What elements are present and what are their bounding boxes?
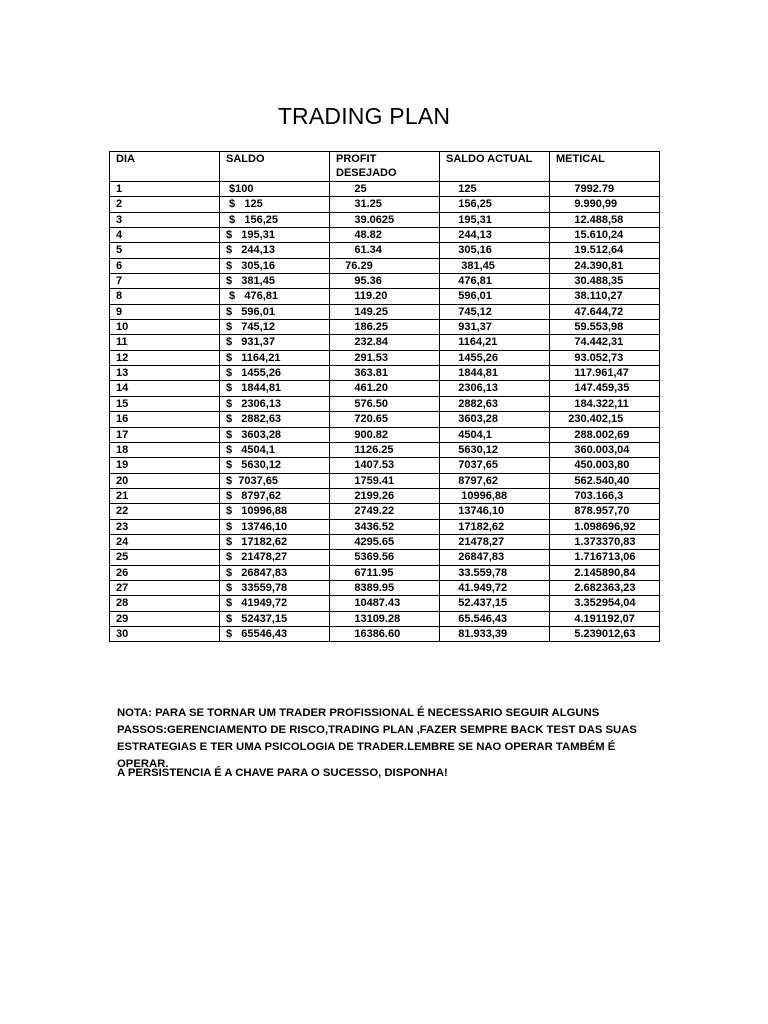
cell-saldo: $ 156,25 <box>220 212 330 227</box>
cell-metical: 1.716713,06 <box>550 550 660 565</box>
table-row <box>110 550 660 565</box>
cell-saldo: $ 8797,62 <box>220 488 330 503</box>
cell-saldo-actual: 1844,81 <box>440 366 550 381</box>
table-row <box>110 289 660 304</box>
cell-dia: 13 <box>110 366 220 381</box>
cell-profit-desejado: 13109.28 <box>330 611 440 626</box>
cell-saldo-actual: 305,16 <box>440 243 550 258</box>
cell-dia: 30 <box>110 626 220 641</box>
table-row <box>110 396 660 411</box>
cell-saldo: $ 33559,78 <box>220 580 330 595</box>
cell-saldo: $ 41949,72 <box>220 596 330 611</box>
cell-saldo: $100 <box>220 182 330 197</box>
cell-profit-desejado: 8389.95 <box>330 580 440 595</box>
cell-saldo-actual: 3603,28 <box>440 412 550 427</box>
table-row <box>110 488 660 503</box>
cell-profit-desejado: 720.65 <box>330 412 440 427</box>
cell-saldo-actual: 26847,83 <box>440 550 550 565</box>
header-saldo: SALDO <box>220 152 330 182</box>
cell-metical: 703.166,3 <box>550 488 660 503</box>
cell-dia: 27 <box>110 580 220 595</box>
cell-metical: 93.052,73 <box>550 350 660 365</box>
cell-profit-desejado: 6711.95 <box>330 565 440 580</box>
cell-saldo-actual: 125 <box>440 182 550 197</box>
table-row <box>110 580 660 595</box>
cell-metical: 74.442,31 <box>550 335 660 350</box>
cell-saldo: $ 52437,15 <box>220 611 330 626</box>
cell-saldo: $ 381,45 <box>220 274 330 289</box>
cell-saldo-actual: 13746,10 <box>440 504 550 519</box>
cell-saldo-actual: 1164,21 <box>440 335 550 350</box>
cell-saldo-actual: 745,12 <box>440 304 550 319</box>
cell-saldo: $ 476,81 <box>220 289 330 304</box>
table-body <box>110 182 660 642</box>
cell-metical: 7992.79 <box>550 182 660 197</box>
cell-saldo-actual: 2306,13 <box>440 381 550 396</box>
table-row <box>110 565 660 580</box>
cell-dia: 11 <box>110 335 220 350</box>
cell-dia: 2 <box>110 197 220 212</box>
table-row <box>110 381 660 396</box>
table-row <box>110 534 660 549</box>
cell-saldo: $ 5630,12 <box>220 458 330 473</box>
trading-plan-table <box>109 151 660 642</box>
cell-saldo-actual: 931,37 <box>440 320 550 335</box>
cell-metical: 2.682363,23 <box>550 580 660 595</box>
cell-dia: 26 <box>110 565 220 580</box>
cell-metical: 1.098696,92 <box>550 519 660 534</box>
cell-profit-desejado: 2199.26 <box>330 488 440 503</box>
cell-dia: 17 <box>110 427 220 442</box>
cell-saldo: $ 1164,21 <box>220 350 330 365</box>
cell-metical: 5.239012,63 <box>550 626 660 641</box>
cell-saldo: $ 745,12 <box>220 320 330 335</box>
table-row <box>110 427 660 442</box>
motto-text: A PERSISTENCIA É A CHAVE PARA O SUCESSO, DISPONHA! <box>117 767 448 779</box>
cell-saldo-actual: 156,25 <box>440 197 550 212</box>
cell-metical: 230.402,15 <box>550 412 660 427</box>
cell-dia: 12 <box>110 350 220 365</box>
table-row <box>110 504 660 519</box>
cell-saldo-actual: 65.546,43 <box>440 611 550 626</box>
table-row <box>110 228 660 243</box>
table-row <box>110 320 660 335</box>
cell-profit-desejado: 576.50 <box>330 396 440 411</box>
cell-dia: 16 <box>110 412 220 427</box>
cell-saldo: $ 3603,28 <box>220 427 330 442</box>
cell-dia: 10 <box>110 320 220 335</box>
cell-profit-desejado: 232.84 <box>330 335 440 350</box>
note-text: NOTA: PARA SE TORNAR UM TRADER PROFISSIONAL É NECESSARIO SEGUIR ALGUNS PASSOS:GERENCIAMENTO DE RISCO,TRADING PLAN ,FAZER SEMPRE BACK TEST DAS SUAS ESTRATEGIAS E TER UMA PSICOLOGIA DE TRADER.LEMBRE SE NAO OPERAR TAMBÉM É OPERAR. <box>117 707 637 770</box>
cell-profit-desejado: 2749.22 <box>330 504 440 519</box>
cell-metical: 12.488,58 <box>550 212 660 227</box>
cell-saldo-actual: 10996,88 <box>440 488 550 503</box>
cell-profit-desejado: 1126.25 <box>330 442 440 457</box>
cell-saldo: $ 596,01 <box>220 304 330 319</box>
cell-metical: 3.352954,04 <box>550 596 660 611</box>
cell-dia: 23 <box>110 519 220 534</box>
table-row <box>110 366 660 381</box>
table-row <box>110 596 660 611</box>
table-row <box>110 473 660 488</box>
table-row <box>110 611 660 626</box>
header-profit-desejado: PROFIT DESEJADO <box>330 152 440 182</box>
cell-saldo-actual: 41.949,72 <box>440 580 550 595</box>
cell-saldo: $ 931,37 <box>220 335 330 350</box>
cell-profit-desejado: 291.53 <box>330 350 440 365</box>
cell-profit-desejado: 186.25 <box>330 320 440 335</box>
cell-profit-desejado: 16386.60 <box>330 626 440 641</box>
cell-dia: 19 <box>110 458 220 473</box>
table-row <box>110 182 660 197</box>
cell-saldo: $ 13746,10 <box>220 519 330 534</box>
cell-profit-desejado: 76.29 <box>330 258 440 273</box>
cell-saldo: $ 244,13 <box>220 243 330 258</box>
cell-profit-desejado: 95.36 <box>330 274 440 289</box>
cell-metical: 9.990,99 <box>550 197 660 212</box>
cell-profit-desejado: 5369.56 <box>330 550 440 565</box>
table-row <box>110 212 660 227</box>
cell-dia: 21 <box>110 488 220 503</box>
table-row <box>110 274 660 289</box>
cell-profit-desejado: 4295.65 <box>330 534 440 549</box>
cell-profit-desejado: 900.82 <box>330 427 440 442</box>
cell-profit-desejado: 149.25 <box>330 304 440 319</box>
table-row <box>110 335 660 350</box>
table-row <box>110 197 660 212</box>
cell-metical: 47.644,72 <box>550 304 660 319</box>
cell-metical: 288.002,69 <box>550 427 660 442</box>
cell-saldo: $ 305,16 <box>220 258 330 273</box>
cell-profit-desejado: 461.20 <box>330 381 440 396</box>
cell-saldo-actual: 1455,26 <box>440 350 550 365</box>
cell-metical: 4.191192,07 <box>550 611 660 626</box>
cell-saldo-actual: 81.933,39 <box>440 626 550 641</box>
cell-dia: 3 <box>110 212 220 227</box>
cell-saldo-actual: 4504,1 <box>440 427 550 442</box>
table-row <box>110 350 660 365</box>
cell-profit-desejado: 1407.53 <box>330 458 440 473</box>
cell-dia: 14 <box>110 381 220 396</box>
cell-saldo: $ 26847,83 <box>220 565 330 580</box>
cell-saldo-actual: 596,01 <box>440 289 550 304</box>
cell-dia: 22 <box>110 504 220 519</box>
table-row <box>110 626 660 641</box>
header-dia: DIA <box>110 152 220 182</box>
cell-dia: 29 <box>110 611 220 626</box>
table-row <box>110 442 660 457</box>
table-row <box>110 458 660 473</box>
cell-metical: 117.961,47 <box>550 366 660 381</box>
cell-profit-desejado: 61.34 <box>330 243 440 258</box>
cell-saldo: $ 10996,88 <box>220 504 330 519</box>
cell-saldo: $ 1844,81 <box>220 381 330 396</box>
table-row <box>110 519 660 534</box>
cell-saldo-actual: 8797,62 <box>440 473 550 488</box>
cell-saldo-actual: 52.437,15 <box>440 596 550 611</box>
cell-metical: 38.110,27 <box>550 289 660 304</box>
cell-saldo-actual: 21478,27 <box>440 534 550 549</box>
cell-saldo-actual: 244,13 <box>440 228 550 243</box>
cell-saldo: $ 125 <box>220 197 330 212</box>
cell-saldo: $ 65546,43 <box>220 626 330 641</box>
cell-profit-desejado: 48.82 <box>330 228 440 243</box>
cell-saldo: $ 2306,13 <box>220 396 330 411</box>
table-row <box>110 258 660 273</box>
cell-dia: 1 <box>110 182 220 197</box>
table-row <box>110 243 660 258</box>
header-metical: METICAL <box>550 152 660 182</box>
cell-saldo-actual: 5630,12 <box>440 442 550 457</box>
cell-saldo: $ 17182,62 <box>220 534 330 549</box>
cell-saldo-actual: 2882,63 <box>440 396 550 411</box>
cell-metical: 59.553,98 <box>550 320 660 335</box>
cell-metical: 15.610,24 <box>550 228 660 243</box>
cell-metical: 562.540,40 <box>550 473 660 488</box>
cell-metical: 24.390,81 <box>550 258 660 273</box>
table-row <box>110 304 660 319</box>
cell-profit-desejado: 25 <box>330 182 440 197</box>
cell-profit-desejado: 3436.52 <box>330 519 440 534</box>
cell-dia: 25 <box>110 550 220 565</box>
cell-metical: 878.957,70 <box>550 504 660 519</box>
cell-saldo-actual: 17182,62 <box>440 519 550 534</box>
cell-metical: 360.003,04 <box>550 442 660 457</box>
cell-dia: 15 <box>110 396 220 411</box>
cell-saldo-actual: 7037,65 <box>440 458 550 473</box>
cell-saldo: $ 2882,63 <box>220 412 330 427</box>
cell-saldo-actual: 476,81 <box>440 274 550 289</box>
cell-dia: 4 <box>110 228 220 243</box>
cell-saldo: $ 1455,26 <box>220 366 330 381</box>
cell-profit-desejado: 39.0625 <box>330 212 440 227</box>
cell-metical: 184.322,11 <box>550 396 660 411</box>
cell-dia: 28 <box>110 596 220 611</box>
cell-dia: 5 <box>110 243 220 258</box>
cell-dia: 9 <box>110 304 220 319</box>
cell-dia: 24 <box>110 534 220 549</box>
cell-profit-desejado: 1759.41 <box>330 473 440 488</box>
cell-dia: 8 <box>110 289 220 304</box>
cell-saldo: $ 7037,65 <box>220 473 330 488</box>
cell-saldo: $ 195,31 <box>220 228 330 243</box>
page-title: TRADING PLAN <box>277 103 451 130</box>
cell-metical: 19.512,64 <box>550 243 660 258</box>
cell-dia: 7 <box>110 274 220 289</box>
cell-profit-desejado: 119.20 <box>330 289 440 304</box>
cell-profit-desejado: 31.25 <box>330 197 440 212</box>
table-row <box>110 412 660 427</box>
cell-saldo-actual: 381,45 <box>440 258 550 273</box>
cell-dia: 18 <box>110 442 220 457</box>
cell-dia: 20 <box>110 473 220 488</box>
cell-saldo-actual: 33.559,78 <box>440 565 550 580</box>
cell-saldo: $ 21478,27 <box>220 550 330 565</box>
cell-dia: 6 <box>110 258 220 273</box>
cell-profit-desejado: 363.81 <box>330 366 440 381</box>
table-header-row <box>110 152 660 182</box>
cell-metical: 147.459,35 <box>550 381 660 396</box>
header-saldo-actual: SALDO ACTUAL <box>440 152 550 182</box>
cell-metical: 2.145890,84 <box>550 565 660 580</box>
cell-metical: 1.373370,83 <box>550 534 660 549</box>
cell-saldo-actual: 195,31 <box>440 212 550 227</box>
cell-profit-desejado: 10487.43 <box>330 596 440 611</box>
cell-saldo: $ 4504,1 <box>220 442 330 457</box>
cell-metical: 30.488,35 <box>550 274 660 289</box>
cell-metical: 450.003,80 <box>550 458 660 473</box>
